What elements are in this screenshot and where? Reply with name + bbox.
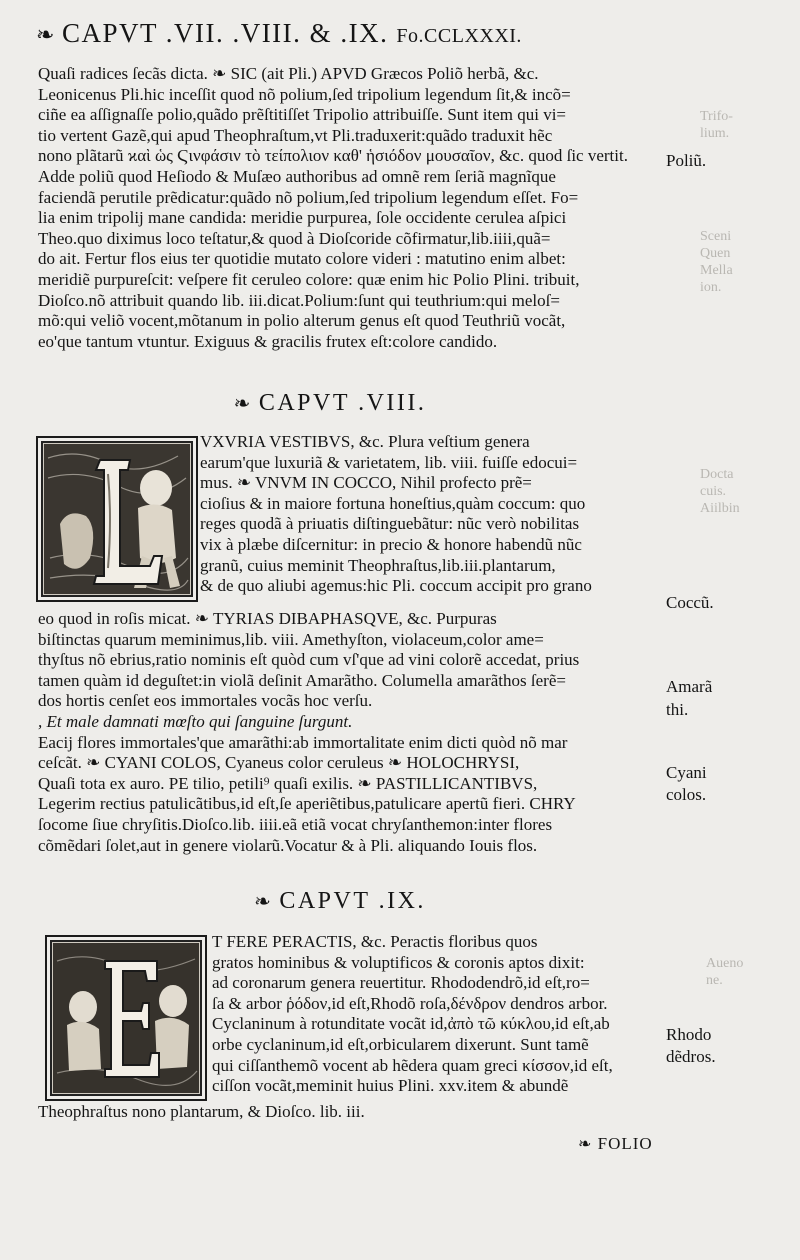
text-line: dos hortis cenſet eos immortales vocãs hoc verſu.	[38, 691, 373, 711]
margin-note: Amarã	[666, 677, 713, 696]
margin-note: Rhodo	[666, 1025, 712, 1044]
verse-line: , Et male damnati mœſto qui ſanguine ſurgunt.	[38, 711, 353, 731]
text-line: eo'que tantum vtuntur. Exiguus & gracilis frutex eſt:colore candido.	[38, 331, 498, 351]
paragraph-chapter-vii	[38, 64, 658, 352]
text-line: meridiẽ purpureſcit: veſpere fit ceruleo colore: quæ enim hic Polio Plini. tribuit,	[38, 269, 580, 289]
text-line: Quaſi radices ſecãs dicta. ❧ SIC (ait Pli.) APVD Græcos Poliõ herbã, &c.	[38, 64, 539, 83]
text-line: reges quodã à priuatis diſtinguebãtur: nũc verò nobilitas	[200, 514, 580, 534]
bleed-through-text: Trifo- lium.	[700, 109, 733, 141]
woodcut-initial-icon	[47, 937, 205, 1099]
bleed-through-text: Aueno ne.	[706, 956, 744, 988]
text-line: Leonicenus Pli.hic inceſſit quod nõ polium,ſed tripolium legendum ſit,& incõ=	[38, 84, 571, 104]
text-line: orbe cyclaninum,id eſt,orbicularem dixerunt. Sunt tamẽ	[212, 1034, 589, 1054]
margin-note: colos.	[666, 785, 707, 804]
text-line: mus. ❧ VNVM IN COCCO, Nihil profecto prẽ=	[200, 473, 532, 493]
text-line: eo quod in roſis micat. ❧ TYRIAS DIBAPHASQVE, &c. Purpuras	[38, 609, 497, 628]
text-line: ciñe ea aſſignaſſe polio,quãdo prẽſtitiſſet Tripolio attribuiſſe. Sunt item qui vi=	[38, 105, 567, 125]
chapter-heading-viii	[0, 390, 660, 417]
text-line: ad coronarum genera reuertitur. Rhododendrõ,id eſt,ro=	[212, 973, 590, 993]
text-line: Theo.quo diximus loco teſtatur,& quod à Dioſcoride cõfirmatur,lib.iiii,quã=	[38, 228, 551, 248]
text-line: granũ, cuius meminit Theophraſtus,lib.iii.plantarum,	[200, 555, 556, 575]
paragraph-chapter-viii	[38, 609, 658, 856]
text-line: Theophraſtus nono plantarum, & Dioſco. lib. iii.	[38, 1102, 365, 1121]
text-line: earum'que luxuriã & varietatem, lib. viii. fuiſſe edocui=	[200, 452, 578, 472]
decorated-initial-E	[45, 935, 207, 1101]
catchword	[578, 1134, 653, 1154]
text-line: ſa & arbor ῥόδον,id eſt,Rhodõ roſa,δένδρον dendros arbor.	[212, 993, 608, 1013]
paragraph-chapter-ix-indented	[212, 932, 662, 1097]
text-line: nono plãtarũ ϰαὶ ὡς Ϛινφάσιν τὸ τείπολιον καθ' ἡσιόδον μουσαῖον, &c. quod ſic vertit.	[38, 146, 628, 166]
margin-note: Poliũ.	[666, 151, 707, 170]
text-line: T FERE PERACTIS, &c. Peractis floribus quos	[212, 932, 538, 951]
text-line: Eacij flores immortales'que amarãthi:ab immortalitate enim dicti quòd nõ mar	[38, 732, 568, 752]
text-line: cõmẽdari ſolet,aut in genere violarũ.Vocatur & à Pli. aliquando Iouis flos.	[38, 835, 538, 855]
text-line: Legerim rectius patulicãtibus,id eſt,ſe aperiẽtibus,patulicare apertũ fieri. CHRY	[38, 794, 576, 814]
margin-note: thi.	[666, 700, 689, 719]
text-line: Quaſi tota ex auro. PE tilio, petili⁹ quaſi exilis. ❧ PASTILLICANTIBVS,	[38, 773, 538, 793]
margin-note: Coccũ.	[666, 593, 714, 612]
text-line: VXVRIA VESTIBVS, &c. Plura veſtium genera	[200, 432, 530, 451]
text-line: Cyclaninum à rotunditate vocãt id,ἀπὸ τῶ κύκλου,id eſt,ab	[212, 1014, 610, 1034]
margin-note: Cyani	[666, 763, 707, 782]
heading-text: CAPVT .VIII.	[258, 390, 427, 416]
heading-text: CAPVT .IX.	[279, 888, 426, 914]
text-line: Adde poliũ quod Heſiodo & Muſæo authoribus ad omnẽ rem ſeriã magnĩque	[38, 166, 556, 186]
bleed-through-text: Docta cuis. Aiilbin	[700, 467, 740, 516]
paragraph-chapter-ix	[38, 1102, 658, 1123]
text-line: gratos hominibus & voluptificos & coronis aptos dixit:	[212, 952, 585, 972]
text-line: biſtinctas quarum meminimus,lib. viii. Amethyſton, violaceum,color ame=	[38, 629, 544, 649]
margin-note: dẽdros.	[666, 1047, 716, 1066]
text-line: thyſtus nõ ebrius,ratio nominis eſt quòd cum vſ'que ad vini colorẽ accedat, prius	[38, 650, 580, 670]
bleed-through-text: Sceni Quen Mella ion.	[700, 229, 733, 295]
fleuron-icon: ❧	[36, 22, 56, 47]
text-line: cioſius & in maiore fortuna honeſtius,quàm coccum: quo	[200, 493, 586, 513]
text-line: mõ:qui veliõ vocent,mõtanum in polio alterum genus eſt quod Teuthriũ vocãt,	[38, 311, 566, 331]
fleuron-icon: ❧	[233, 393, 251, 415]
woodcut-initial-icon	[38, 438, 196, 600]
text-line: qui ciſſanthemõ vocent ab hẽdera quam greci κίσσον,id eſt,	[212, 1055, 613, 1075]
text-line: ciſſon vocãt,meminit huius Plini. xxv.item & abundẽ	[212, 1076, 569, 1096]
decorated-initial-L	[36, 436, 198, 602]
text-line: tio vertent Gazẽ,qui apud Theophraſtum,vt Pli.traduxerit:quãdo traduxit hẽc	[38, 125, 553, 145]
catchword-text: FOLIO	[597, 1134, 653, 1153]
fleuron-icon: ❧	[254, 891, 271, 913]
text-line: ceſcãt. ❧ CYANI COLOS, Cyaneus color ceruleus ❧ HOLOCHRYSI,	[38, 753, 520, 773]
text-line: tamen quàm id deguſtet:in violã deſinit Amarãtho. Columella amarãthos ſerẽ=	[38, 670, 566, 690]
text-line: Dioſco.nõ attribuit quando lib. iii.dicat.Polium:ſunt qui teuthrium:qui meloſ=	[38, 290, 560, 310]
text-line: do ait. Fertur flos eius ter quotidie mutato colore videri : matutino enim albet:	[38, 249, 566, 269]
running-head	[36, 18, 656, 52]
running-head-title: CAPVT .VII. .VIII. & .IX.	[61, 18, 389, 48]
folio-number: Fo.CCLXXXI.	[396, 25, 522, 47]
fleuron-icon: ❧	[578, 1136, 593, 1153]
paragraph-chapter-viii-indented	[200, 432, 658, 597]
text-line: lia enim tripolij mane candida: meridie purpurea, ſole occidente cerulea aſpici	[38, 208, 567, 228]
chapter-heading-ix	[0, 888, 680, 915]
text-line: & de quo aliubi agemus:hic Pli. coccum accipit pro grano	[200, 576, 592, 596]
text-line: faciendã perutile prẽdicatur:quãdo nõ polium,ſed tripolium legendum eſſet. Fo=	[38, 187, 579, 207]
text-line: vix à plæbe diſcernitur: in precio & honore habendũ nũc	[200, 534, 582, 554]
text-line: ſocome ſiue chryſitis.Dioſco.lib. iiii.eã etiã vocat chryſanthemon:inter flores	[38, 814, 553, 834]
